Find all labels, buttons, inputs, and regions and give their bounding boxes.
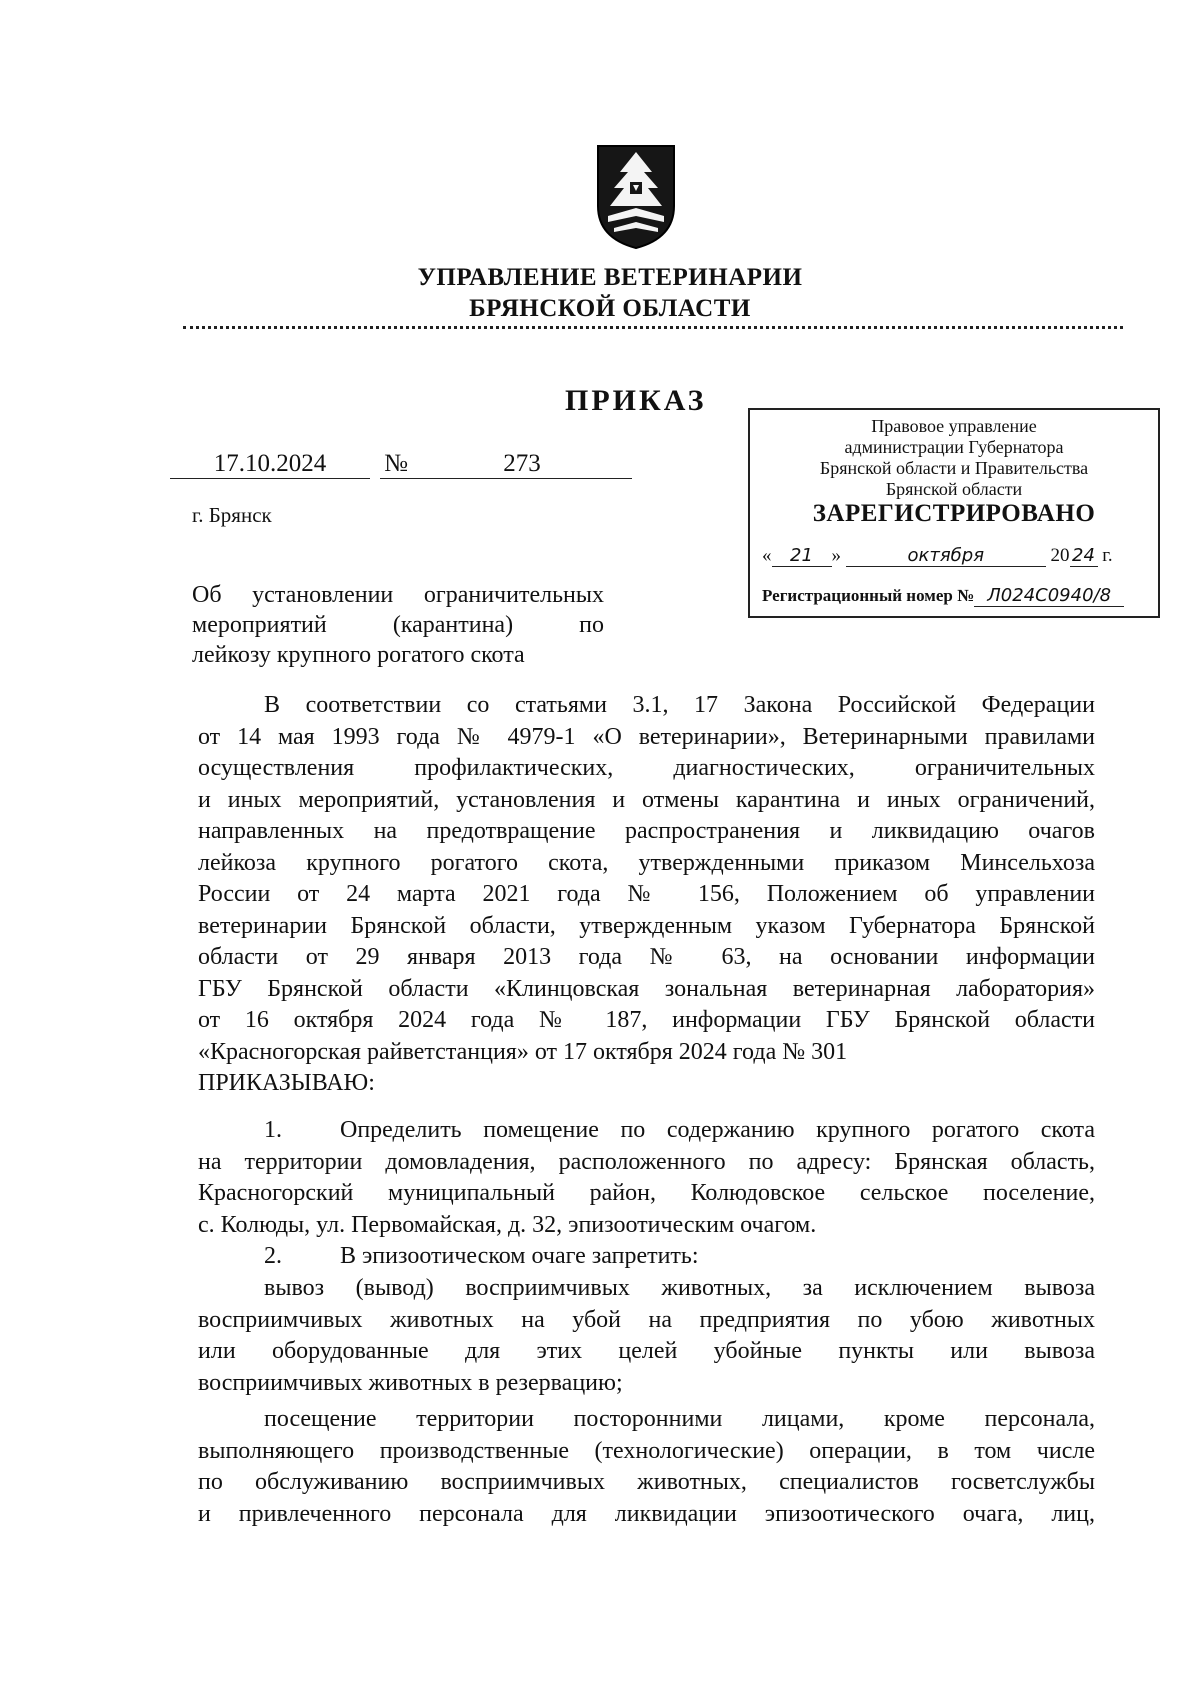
item-text: Определить помещение по содержанию крупного рогатого скота (340, 1117, 1095, 1143)
order-word: ПРИКАЗЫВАЮ: (198, 1070, 375, 1096)
registration-stamp (748, 408, 1160, 618)
item-line: Красногорский муниципальный район, Колюдовское сельское поселение, (198, 1180, 1095, 1206)
item-line (198, 1115, 1095, 1147)
stamp-date-line (762, 545, 1152, 567)
order-subitem-1 (198, 1273, 1095, 1399)
stamp-line: Брянской области (885, 479, 1023, 499)
subitem-line: восприимчивых животных на убой на предприятия по убою животных (198, 1306, 1095, 1333)
document-title: ПРИКАЗ (565, 384, 707, 417)
preamble-line: ГБУ Брянской области «Клинцовская зональная ветеринарная лаборатория» (198, 975, 1095, 1002)
order-subitem-2 (198, 1404, 1095, 1530)
preamble-line: лейкоза крупного рогатого скота, утвержденными приказом Минсельхоза (198, 849, 1095, 876)
subitem-line: вывоз (вывод) восприимчивых животных, за исключением вывоза (264, 1275, 1095, 1301)
organization-name-line2: БРЯНСКОЙ ОБЛАСТИ (469, 295, 751, 322)
order-preamble (198, 690, 1095, 1100)
stamp-line: Брянской области и Правительства (819, 458, 1089, 478)
stamp-month: октября (846, 545, 1046, 567)
stamp-quote-close: » (831, 545, 841, 566)
subitem-line: или оборудованные для этих целей убойные пункты или вывоза (198, 1338, 1095, 1364)
order-date-number-line (170, 450, 632, 479)
stamp-reg-number-line (762, 585, 1152, 607)
item-number: 1. (264, 1117, 282, 1143)
stamp-line: Правовое управление (871, 416, 1037, 436)
coat-of-arms-icon (592, 142, 680, 250)
stamp-registered: ЗАРЕГИСТРИРОВАНО (812, 500, 1096, 527)
stamp-line: администрации Губернатора (844, 437, 1064, 457)
subject-line: лейкозу крупного рогатого скота (192, 642, 525, 668)
preamble-line: от 14 мая 1993 года № 4979-1 «О ветеринарии», Ветеринарными правилами (198, 723, 1095, 750)
subitem-line: по обслуживанию восприимчивых животных, специалистов госветслужбы (198, 1469, 1095, 1495)
stamp-year-unit: г. (1102, 545, 1113, 566)
stamp-year-suffix: 24 (1070, 545, 1098, 567)
header-divider (183, 326, 1123, 329)
preamble-line: области от 29 января 2013 года № 63, на основании информации (198, 944, 1095, 970)
stamp-day: 21 (772, 545, 832, 567)
order-subject (192, 580, 604, 670)
preamble-line: направленных на предотвращение распространения и ликвидацию очагов (198, 818, 1095, 844)
organization-name-line1: УПРАВЛЕНИЕ ВЕТЕРИНАРИИ (417, 264, 803, 291)
preamble-line: России от 24 марта 2021 года № 156, Положением об управлении (198, 881, 1095, 907)
preamble-line: ветеринарии Брянской области, утвержденным указом Губернатора Брянской (198, 912, 1095, 939)
order-number: 273 (412, 450, 632, 479)
stamp-year-prefix: 20 (1050, 545, 1070, 566)
subject-line: Об установлении ограничительных (192, 582, 604, 608)
item-text: В эпизоотическом очаге запретить: (340, 1243, 699, 1269)
subitem-line: восприимчивых животных в резервацию; (198, 1369, 623, 1396)
stamp-quote-open: « (762, 545, 772, 566)
preamble-line: «Красногорская райветстанция» от 17 октября 2024 года № 301 (198, 1038, 848, 1065)
preamble-line: В соответствии со статьями 3.1, 17 Закона Российской Федерации (264, 692, 1095, 718)
item-line: на территории домовладения, расположенного по адресу: Брянская область, (198, 1148, 1095, 1175)
preamble-line: осуществления профилактических, диагностических, ограничительных (198, 755, 1095, 781)
order-number-sign: № (380, 450, 412, 479)
preamble-line: и иных мероприятий, установления и отмены карантина и иных ограничений, (198, 786, 1095, 813)
subitem-line: выполняющего производственные (технологические) операции, в том числе (198, 1437, 1095, 1464)
stamp-reg-number: Л024С0940/8 (974, 585, 1124, 607)
subitem-line: и привлеченного персонала для ликвидации эпизоотического очага, лиц, (198, 1500, 1095, 1527)
item-line (198, 1241, 1095, 1273)
subitem-line: посещение территории посторонними лицами, кроме персонала, (264, 1406, 1095, 1432)
subject-line: мероприятий (карантина) по (192, 612, 604, 638)
preamble-line: от 16 октября 2024 года № 187, информации ГБУ Брянской области (198, 1007, 1095, 1033)
order-item-1 (198, 1115, 1095, 1273)
order-city: г. Брянск (192, 503, 272, 527)
stamp-reg-label: Регистрационный номер № (762, 586, 975, 605)
order-date: 17.10.2024 (170, 450, 370, 479)
item-line: с. Колюды, ул. Первомайская, д. 32, эпизоотическим очагом. (198, 1211, 817, 1238)
item-number: 2. (264, 1243, 282, 1269)
